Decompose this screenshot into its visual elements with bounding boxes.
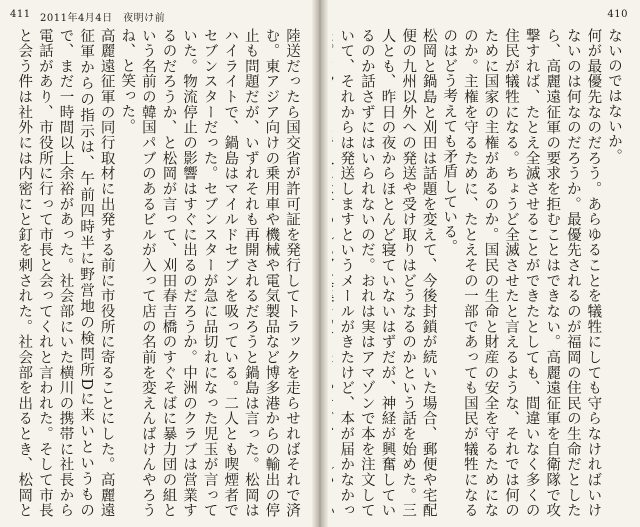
book-gutter — [312, 0, 328, 527]
right-page — [322, 0, 640, 527]
left-page — [0, 0, 318, 527]
right-paragraph-3: 松岡と鍋島と刈田は話題を変えて、今後封鎖が続いた場合、郵便や宅配便の九州以外への発送や受け取りはどうなるのかという話を始めた。三人とも、昨日の夜からほとんど寝ていないはずだが、神経が興奮しているのか話さずにはいられないのだ。おれは実はアマゾンで本を注文していて、それからは発送しますというメールがきたけど、本が届かなかっ — [338, 28, 437, 518]
right-paragraph-1: ないのではないか。 — [606, 28, 622, 164]
page-number-left: 411 — [10, 9, 31, 20]
left-paragraph-1: 陸送だったら国交省が許可証を発行してトラックを走らせればそれで済む。東アジア向けの乗用車や機械や電気製品など博多港からの輸出の停止も問題だが、いずれそれも再開されるだろうと鍋島は言った。松岡はハイライトで、鍋島はマイルドセブンを吸っている。二人とも喫煙者でセブンスターだった。セブンスターが急に品切れになった児玉が言っていた。物流停止の影響はすぐに出るのだろうか。中洲のクラブは営業するのだろうか、と松岡が言って、刈田春吉橋のすぐそばに暴力団の組という名前の韓国パブのあるビルが入って店の名前を変えんばけんやろうね、と笑った。 — [119, 28, 300, 518]
right-paragraph-2: 何が最優先なのだろう。あらゆることを犠牲にしても守らなければいけないのは何なのだろうか。最優先されるのが福岡の住民の生命だとしたら、高麗遠征軍の要求を拒むことはできない。高麗遠征軍を自衛隊で攻撃すれば、たとえ全滅させることができたとしても、間違いなく多くの住民が犠牲になる。ちょうど全滅させたと言えるような、それでは何のために国家の主権があるのか。国民の生命と財産の安全を守るためになのか。主権を守るために、たとえその一部であっても国民が犠牲になるのはどう考えても矛盾している。 — [441, 28, 602, 518]
page-number-right: 410 — [607, 9, 628, 20]
running-head: 2011年4月4日 夜明け前 — [40, 13, 166, 24]
left-page-body — [12, 28, 302, 518]
right-page-body — [332, 28, 624, 518]
left-paragraph-2: 高麗遠征軍の同行取材に出発する前に市役所に寄ることにした。高麗遠征軍からの指示は、午前四時半に野営地の検問所Dに来いというもので、まだ一時間以上余裕があった。社会部にいた横川の携帯に社長から電話があり、市役所に行って市長と会ってくれと言われた。そして市長と会う件は社外には内密にと釘を刺された。社会部を出るとき、松岡と — [16, 28, 115, 518]
